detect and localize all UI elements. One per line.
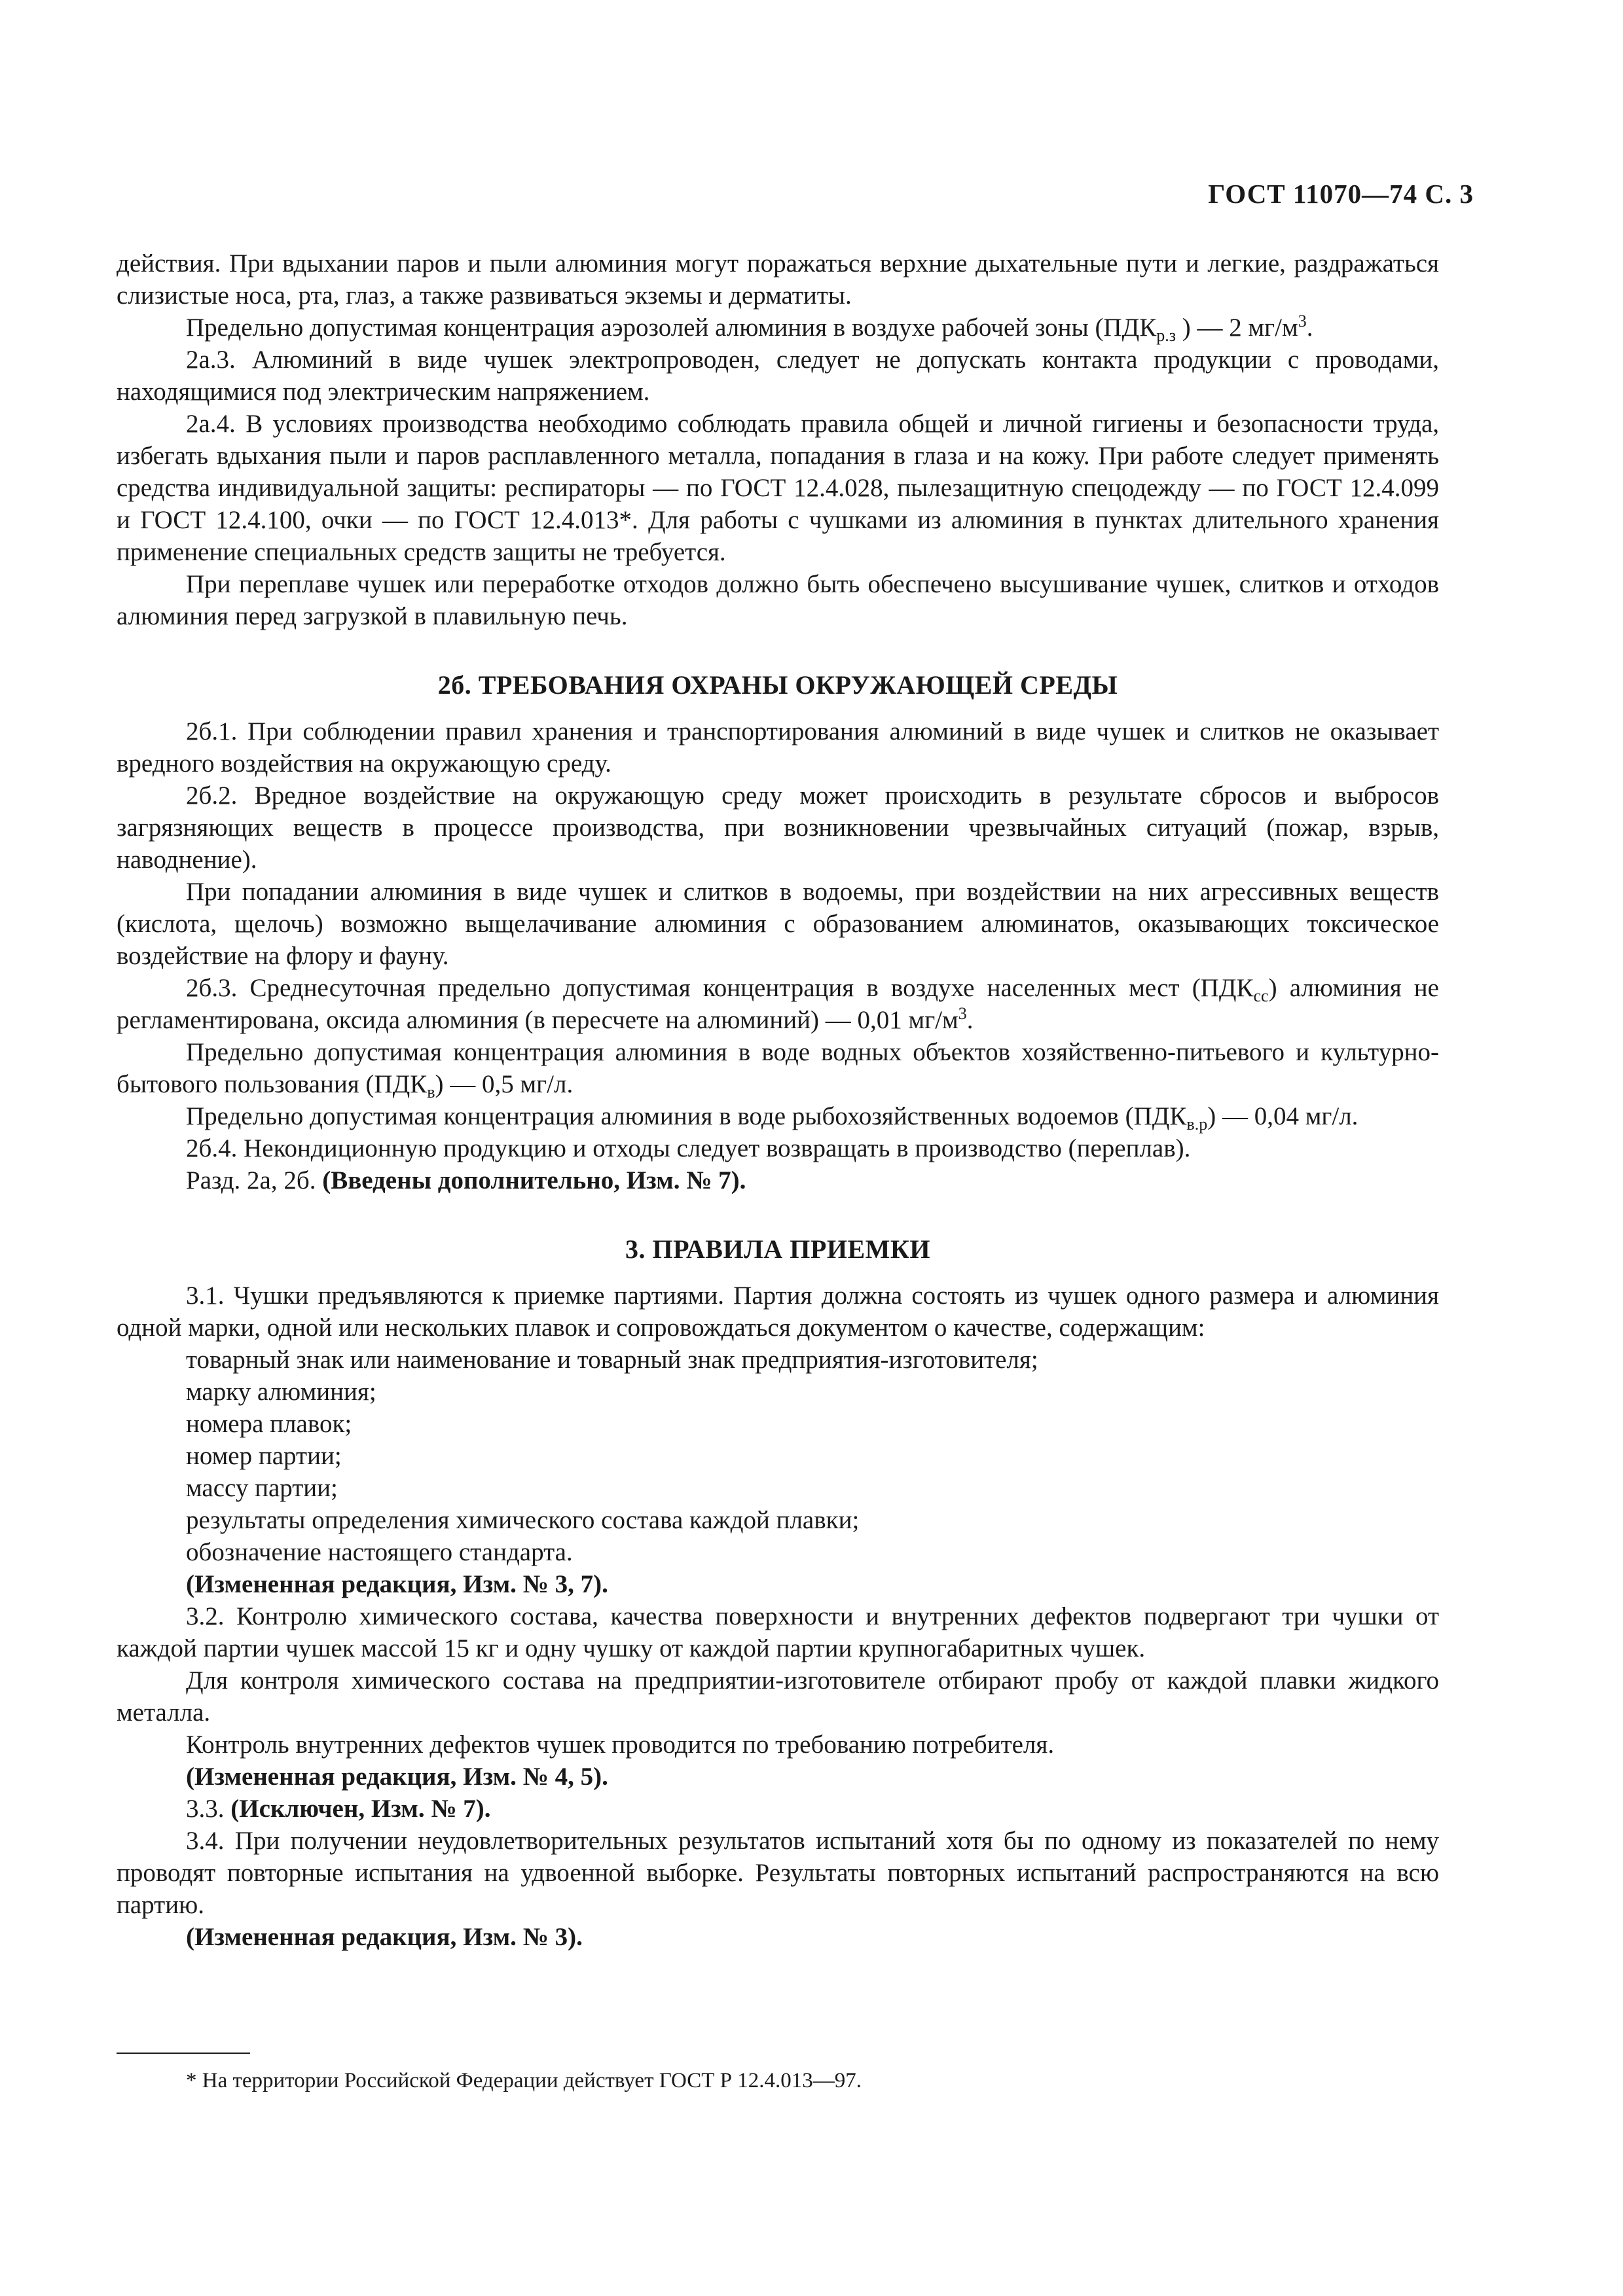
paragraph: 2б.4. Некондиционную продукцию и отходы следует возвращать в производство (переплав). <box>186 1134 1191 1162</box>
paragraph: Предельно допустимая концентрация аэрозолей алюминия в воздухе рабочей зоны ($ПДК_{р.з}$ ) — 2 $мг/м^3$. <box>186 312 1313 345</box>
paragraph: 3.1. Чушки предъявляются к приемке партиями. Партия должна состоять из чушек одного размера и алюминия одной марки, одной или нескольких плавок и сопровождаться документом о качестве, содержащим: <box>117 1282 1439 1342</box>
paragraph: 2а.3. Алюминий в виде чушек электропроводен, следует не допускать контакта продукции с проводами, находящимися под электрическим напряжением. <box>117 346 1439 406</box>
paragraph: действия. При вдыхании паров и пыли алюминия могут поражаться верхние дыхательные пути и легкие, раздражаться слизистые носа, ртa, глаз, а также развиваться экземы и дерматиты. <box>117 249 1439 310</box>
list-item: номера плавок; <box>186 1410 352 1438</box>
list-item: товарный знак или наименование и товарный знак предприятия-изготовителя; <box>186 1346 1038 1374</box>
paragraph: Разд. 2а, 2б. (Введены дополнительно, Изм. № 7). <box>186 1166 746 1194</box>
list-item: результаты определения химического состава каждой плавки; <box>186 1506 860 1534</box>
section-heading: 2б. ТРЕБОВАНИЯ ОХРАНЫ ОКРУЖАЮЩЕЙ СРЕДЫ <box>437 670 1118 700</box>
paragraph: При переплаве чушек или переработке отходов должно быть обеспечено высушивание чушек, слитков и отходов алюминия перед загрузкой в плавильную печь. <box>117 570 1439 630</box>
paragraph: 3.3. (Исключен, Изм. № 7). <box>186 1795 491 1823</box>
amendment-note: (Измененная редакция, Изм. № 4, 5). <box>186 1763 608 1791</box>
paragraph: 2б.3. Среднесуточная предельно допустимая концентрация в воздухе населенных мест $(ПДК_{сс})$ алюминия не регламентирована, оксида алюминия (в пересчете на алюминий) — 0,01 $мг/м^3$. <box>117 974 1439 1034</box>
list-item: марку алюминия; <box>186 1378 376 1406</box>
paragraph: При попадании алюминия в виде чушек и слитков в водоемы, при воздействии на них агрессивных веществ (кислота, щелочь) возможно выщелачивание алюминия с образованием алюминатов, оказывающих токсическое воздействие на флору и фауну. <box>117 878 1439 970</box>
paragraph: Предельно допустимая концентрация алюминия в воде рыбохозяйственных водоемов $(ПДК_{в.р})$ — 0,04 мг/л. <box>186 1102 1359 1134</box>
amendment-note: (Измененная редакция, Изм. № 3). <box>186 1923 583 1951</box>
footnote-divider <box>117 2053 250 2054</box>
amendment-note: (Измененная редакция, Изм. № 3, 7). <box>186 1570 608 1598</box>
footnote: * На территории Российской Федерации действует ГОСТ Р 12.4.013—97. <box>186 2069 862 2092</box>
paragraph: 3.2. Контролю химического состава, качества поверхности и внутренних дефектов подвергают три чушки от каждой партии чушек массой 15 кг и одну чушку от каждой партии крупногабаритных чушек. <box>117 1602 1439 1662</box>
list-item: номер партии; <box>186 1442 342 1470</box>
paragraph: 2б.1. При соблюдении правил хранения и транспортирования алюминий в виде чушек и слитков не оказывает вредного воздействия на окружающую среду. <box>117 717 1439 778</box>
section-heading: 3. ПРАВИЛА ПРИЕМКИ <box>625 1234 930 1264</box>
paragraph: Контроль внутренних дефектов чушек проводится по требованию потребителя. <box>186 1731 1055 1759</box>
list-item: массу партии; <box>186 1474 338 1502</box>
paragraph: 2а.4. В условиях производства необходимо соблюдать правила общей и личной гигиены и безопасности труда, избегать вдыхания пыли и паров расплавленного металла, попадания в глаза и на кожу. При работе следует применять средства индивидуальной защиты: респираторы — по ГОСТ 12.4.028, пылезащитную спецодежду — по ГОСТ 12.4.099 и ГОСТ 12.4.100, очки — по ГОСТ 12.4.013*. Для работы с чушками из алюминия в пунктах длительного хранения применение специальных средств защиты не требуется. <box>117 410 1439 566</box>
paragraph: 2б.2. Вредное воздействие на окружающую среду может происходить в результате сбросов и выбросов загрязняющих веществ в процессе производства, при возникновении чрезвычайных ситуаций (пожар, взрыв, наводнение). <box>117 781 1439 874</box>
paragraph: Для контроля химического состава на предприятии-изготовителе отбирают пробу от каждой плавки жидкого металла. <box>117 1666 1439 1727</box>
page-body <box>117 247 1439 1953</box>
list-item: обозначение настоящего стандарта. <box>186 1538 573 1566</box>
paragraph: 3.4. При получении неудовлетворительных результатов испытаний хотя бы по одному из показателей по нему проводят повторные испытания на удвоенной выборке. Результаты повторных испытаний распространяются на всю партию. <box>117 1827 1439 1919</box>
page-header: ГОСТ 11070—74 С. 3 <box>1208 179 1474 209</box>
paragraph: Предельно допустимая концентрация алюминия в воде водных объектов хозяйственно-питьевого и культурно-бытового пользования $(ПДК_в)$ — 0,5 мг/л. <box>117 1038 1439 1102</box>
